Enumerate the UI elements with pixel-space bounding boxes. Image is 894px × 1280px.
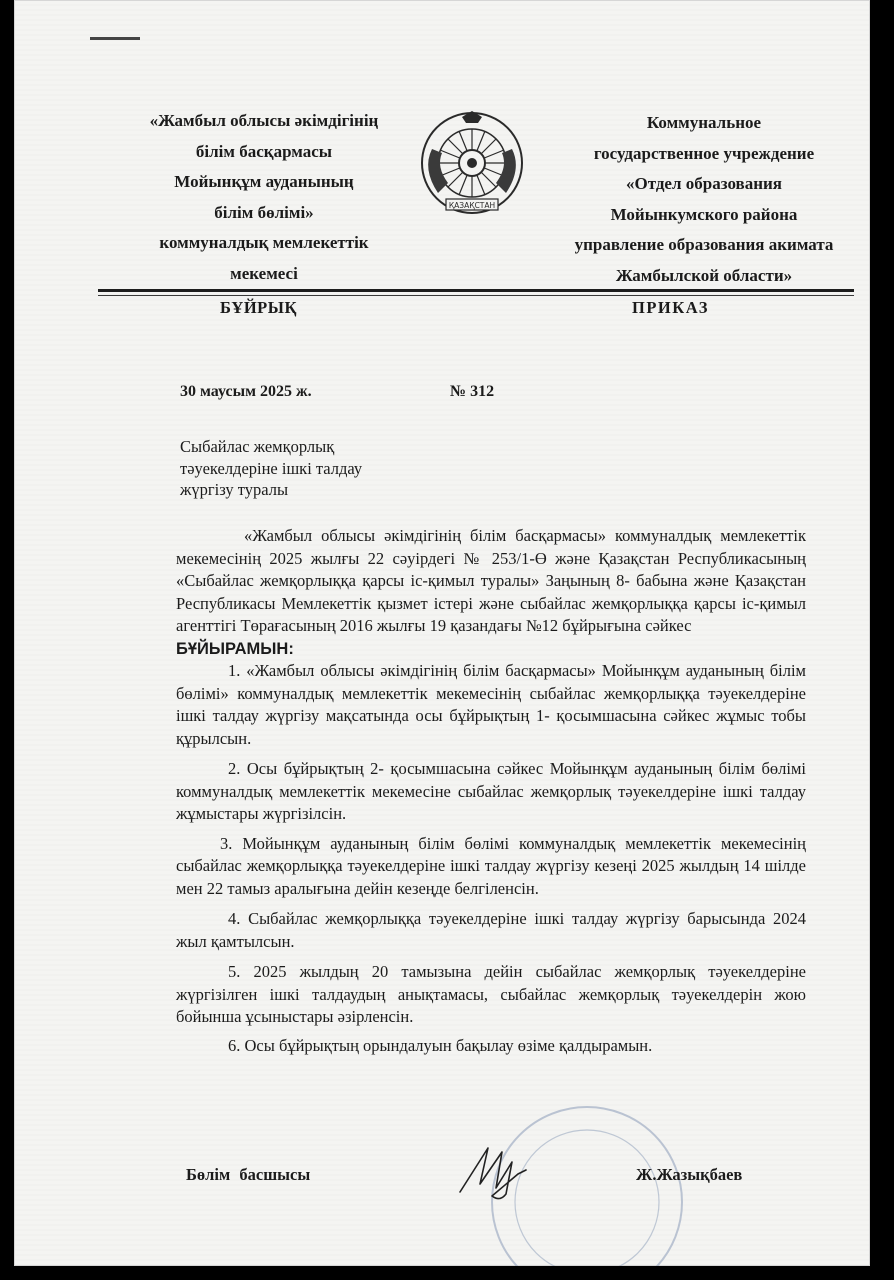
order-body <box>176 525 806 1057</box>
header-right-line: Жамбылской области» <box>615 265 793 285</box>
state-emblem-icon <box>418 109 526 221</box>
signatory-name: Ж.Жазықбаев <box>636 1165 743 1184</box>
order-label-russian: ПРИКАЗ <box>632 298 709 317</box>
order-item-2: 2. Осы бұйрықтың 2- қосымшасына сәйкес Мойынқұм ауданының білім бөлімі коммуналдық мемлекеттік мекемесіне сыбайлас жемқорлық тәуекелдеріне ішкі талдау жұмыстары жүргізілсін. <box>176 759 806 823</box>
handwritten-signature <box>454 1144 534 1204</box>
subject-line: Сыбайлас жемқорлық <box>180 437 335 456</box>
header-divider <box>98 289 854 292</box>
header-left-line: білім бөлімі» <box>214 202 314 222</box>
header-kazakh-org <box>114 106 414 289</box>
header-left-line: білім басқармасы <box>195 141 333 161</box>
subject-line: тәуекелдеріне ішкі талдау <box>180 458 363 478</box>
header-left-line: «Жамбыл облысы әкімдігінің <box>149 111 379 130</box>
header-right-line: Мойынкумского района <box>610 204 798 224</box>
scan-mark <box>90 37 140 40</box>
order-item-5: 5. 2025 жылдың 20 тамызына дейін сыбайлас жемқорлық тәуекелдеріне жүргізілген ішкі талдаудың анықтамасы, сыбайлас жемқорлық тәуекелдерін жою бойынша ұсыныстары әзірленсін. <box>176 962 806 1026</box>
header-right-line: управление образования акимата <box>574 235 834 254</box>
order-item-4: 4. Сыбайлас жемқорлыққа тәуекелдеріне ішкі талдау жүргізу барысында 2024 жыл қамтылсын. <box>176 909 806 951</box>
document-sheet <box>14 0 870 1266</box>
header-left-line: Мойынқұм ауданының <box>174 172 354 191</box>
header-left-line: мекемесі <box>230 263 298 283</box>
header-right-line: государственное учреждение <box>593 143 815 163</box>
preamble: «Жамбыл облысы әкімдігінің білім басқармасы» коммуналдық мемлекеттік мекемесінің 2025 жылғы 22 сәуірдегі № 253/1-Ө және Қазақстан Республикасының «Сыбайлас жемқорлыққа қарсы іс-қимыл туралы» Заңының 8- бабына және Қазақстан Республикасы Мемлекеттік қызмет істері және сыбайлас жемқорлыққа қарсы іс-қимыл агенттігі Төрағасының 2016 жылғы 19 қазандағы №12 бұйрығына сәйкес <box>176 526 806 635</box>
header-right-line: «Отдел образования <box>625 174 782 193</box>
subject-line: жүргізу туралы <box>180 480 289 499</box>
bottom-border <box>0 1266 894 1280</box>
order-date: 30 маусым 2025 ж. <box>180 383 312 400</box>
order-subject <box>180 436 480 501</box>
order-number: № 312 <box>450 383 495 400</box>
order-item-6: 6. Осы бұйрықтың орындалуын бақылау өзіме қалдырамын. <box>228 1035 653 1055</box>
order-word: БҰЙЫРАМЫН: <box>176 639 294 658</box>
order-item-1: 1. «Жамбыл облысы әкімдігінің білім басқармасы» Мойынқұм ауданының білім бөлімі» коммуналдық мемлекеттік мекемесінің сыбайлас жемқорлыққа тәуекелдеріне ішкі талдау жүргізу мақсатында осы бұйрықтың 1- қосымшасына сәйкес жұмыс тобы құрылсын. <box>176 661 806 748</box>
header-left-line: коммуналдық мемлекеттік <box>159 233 369 252</box>
signatory-title: Бөлім басшысы <box>186 1165 311 1184</box>
header-right-line: Коммунальное <box>646 113 762 132</box>
order-label-kazakh: БҰЙРЫҚ <box>220 298 297 317</box>
order-item-3: 3. Мойынқұм ауданының білім бөлімі коммуналдық мемлекеттік мекемесінің сыбайлас жемқорлыққа тәуекелдеріне ішкі талдау жүргізу кезеңі 2025 жылдың 14 шілде мен 22 тамыз аралығына дейін кезеңде белгіленсін. <box>176 833 806 898</box>
header-russian-org <box>534 108 870 291</box>
emblem-label: ҚАЗАҚСТАН <box>448 201 496 210</box>
header-divider-thin <box>98 295 854 296</box>
